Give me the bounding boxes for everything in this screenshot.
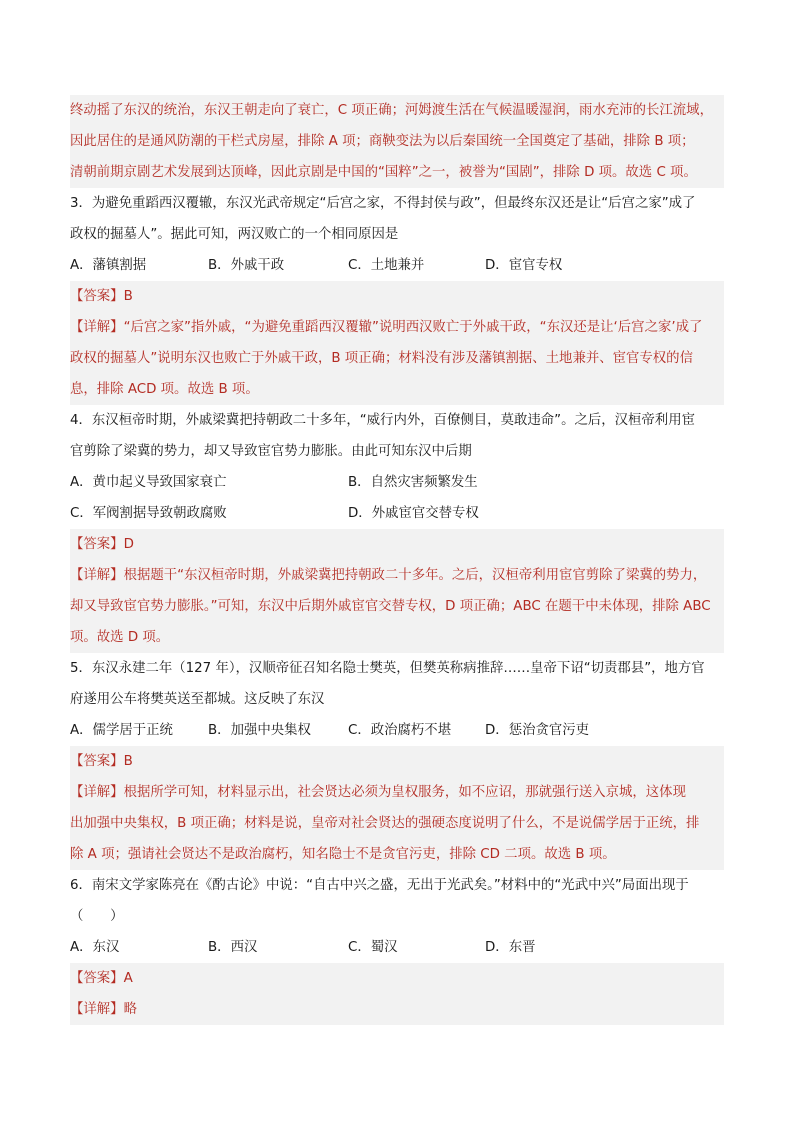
- q4-options-row: [70, 467, 724, 498]
- q6-option-b: B．西汉: [208, 940, 258, 955]
- answer-value: D: [123, 537, 134, 552]
- q5-option-a: A．儒学居于正统: [70, 723, 173, 738]
- answer-tag: 【答案】: [70, 289, 124, 304]
- q5-option-d: D．惩治贪官污吏: [485, 723, 590, 738]
- q5-explanation-line: 除 A 项；强请社会贤达不是政治腐朽，知名隐士不是贪官污吏，排除 CD 二项。故选 B 项。: [70, 839, 724, 870]
- answer-tag: 【答案】: [70, 971, 124, 986]
- q3-explanation-line: 息，排除 ACD 项。故选 B 项。: [70, 374, 724, 405]
- q4-option-d: D．外戚宦官交替专权: [348, 506, 479, 521]
- q5-stem-line: 府遂用公车将樊英送至都城。这反映了东汉: [70, 692, 325, 707]
- q6-answer: [70, 963, 724, 994]
- explain-tag: 【详解】: [70, 320, 124, 335]
- q5-option-c: C．政治腐朽不堪: [348, 723, 452, 738]
- q5-option-b: B．加强中央集权: [208, 723, 311, 738]
- q6-stem-line: 6．南宋文学家陈亮在《酌古论》中说：“自古中兴之盛，无出于光武矣。”材料中的“光武中兴”局面出现于: [70, 878, 689, 893]
- q4-answer: [70, 529, 724, 560]
- q5-explanation-line: [70, 777, 724, 808]
- q3-option-a: A．藩镇割据: [70, 258, 147, 273]
- q4-option-c: C．军阀割据导致朝政腐败: [70, 506, 227, 521]
- q4-explanation-line: 却又导致宦官势力膨胀。”可知，东汉中后期外戚宦官交替专权，D 项正确；ABC 在题干中未体现，排除 ABC: [70, 591, 724, 622]
- explanation-text: 根据所学可知，材料显示出，社会贤达必须为皇权服务，如不应诏，那就强行送入京城，这体现: [123, 785, 686, 800]
- q6-stem-line: （ ）: [70, 909, 124, 924]
- q3-stem-line: 3．为避免重蹈西汉覆辙，东汉光武帝规定“后宫之家，不得封侯与政”，但最终东汉还是让“后宫之家”成了: [70, 196, 696, 211]
- q6-option-a: A．东汉: [70, 940, 120, 955]
- explanation-text: 略: [123, 1002, 137, 1017]
- q3-stem-line: 政权的掘墓人”。据此可知，两汉败亡的一个相同原因是: [70, 227, 399, 242]
- q2-explanation-line: 终动摇了东汉的统治，东汉王朝走向了衰亡，C 项正确；河姆渡生活在气候温暖湿润，雨水充沛的长江流域，: [70, 95, 724, 126]
- q6-option-c: C．蜀汉: [348, 940, 398, 955]
- q5-answer: [70, 746, 724, 777]
- q4-explanation-line: 项。故选 D 项。: [70, 622, 724, 653]
- answer-value: B: [123, 289, 133, 304]
- q2-explanation-line: 因此居住的是通风防潮的干栏式房屋，排除 A 项；商鞅变法为以后秦国统一全国奠定了基础，排除 B 项；: [70, 126, 724, 157]
- q4-stem-line: 4．东汉桓帝时期，外戚梁冀把持朝政二十多年，“威行内外，百僚侧目，莫敢违命”。之后，汉桓帝利用宦: [70, 413, 695, 428]
- answer-value: A: [123, 971, 133, 986]
- q4-option-b: B．自然灾害频繁发生: [348, 475, 478, 490]
- q6-explanation: [70, 994, 724, 1025]
- q3-answer: [70, 281, 724, 312]
- q4-option-a: A．黄巾起义导致国家衰亡: [70, 475, 227, 490]
- q6-options: [70, 932, 724, 963]
- q5-explanation-line: 出加强中央集权，B 项正确；材料是说，皇帝对社会贤达的强硬态度说明了什么，不是说儒学居于正统，排: [70, 808, 724, 839]
- q3-explanation-line: 政权的掘墓人”说明东汉也败亡于外戚干政，B 项正确；材料没有涉及藩镇割据、土地兼并、宦官专权的信: [70, 343, 724, 374]
- explanation-text: 根据题干“东汉桓帝时期，外戚梁冀把持朝政二十多年。之后，汉桓帝利用宦官剪除了梁冀的势力，: [123, 568, 707, 583]
- q3-explanation-line: [70, 312, 724, 343]
- q4-explanation-line: [70, 560, 724, 591]
- explain-tag: 【详解】: [70, 785, 124, 800]
- q5-options: [70, 715, 724, 746]
- answer-value: B: [123, 754, 133, 769]
- q2-explanation-line: 清朝前期京剧艺术发展到达顶峰，因此京剧是中国的“国粹”之一，被誉为“国剧”，排除 D 项。故选 C 项。: [70, 157, 724, 188]
- q3-option-d: D．宦官专权: [485, 258, 563, 273]
- q4-options-row: [70, 498, 724, 529]
- page-content: [70, 95, 724, 1025]
- explain-tag: 【详解】: [70, 568, 124, 583]
- q4-stem-line: 官剪除了梁冀的势力，却又导致宦官势力膨胀。由此可知东汉中后期: [70, 444, 472, 459]
- q3-option-c: C．土地兼并: [348, 258, 425, 273]
- explain-tag: 【详解】: [70, 1002, 124, 1017]
- answer-tag: 【答案】: [70, 537, 124, 552]
- explanation-text: “后宫之家”指外戚，“为避免重蹈西汉覆辙”说明西汉败亡于外戚干政，“东汉还是让‘后宫之家’成了: [123, 320, 703, 335]
- q6-option-d: D．东晋: [485, 940, 536, 955]
- q3-option-b: B．外戚干政: [208, 258, 285, 273]
- q3-options: [70, 250, 724, 281]
- answer-tag: 【答案】: [70, 754, 124, 769]
- q5-stem-line: 5．东汉永建二年（127 年），汉顺帝征召知名隐士樊英，但樊英称病推辞……皇帝下诏“切责郡县”，地方官: [70, 661, 705, 676]
